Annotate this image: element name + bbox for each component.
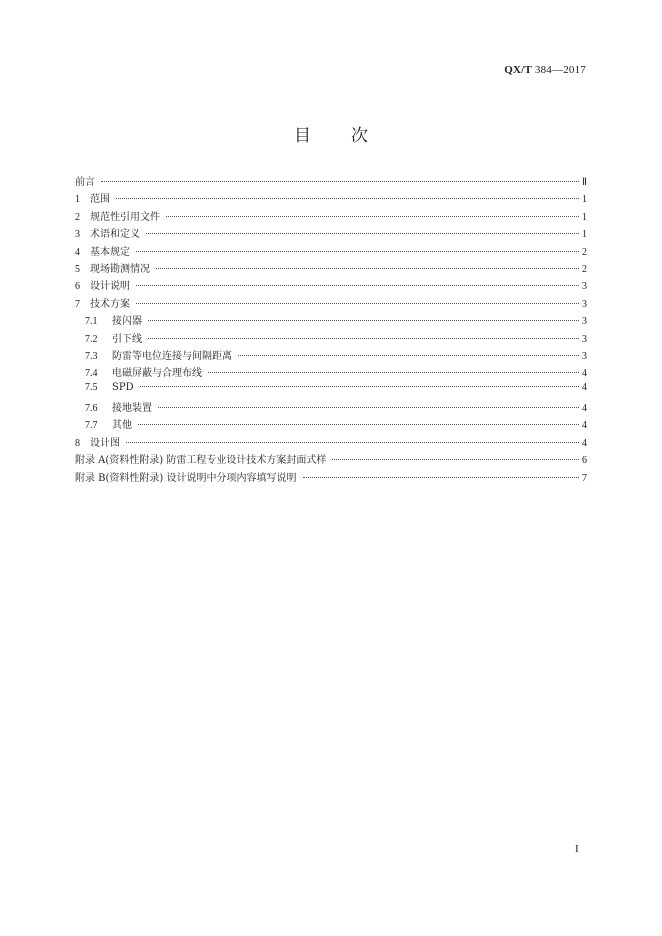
toc-entry[interactable] [75,312,587,329]
toc-entry[interactable] [75,364,587,381]
dot-leader [166,216,579,217]
toc-entry-label: 防雷等电位连接与间隔距离 [112,350,232,362]
dot-leader [136,303,579,304]
dot-leader [208,372,579,373]
toc-entry-label: 范围 [90,194,110,206]
toc-entry-page: 4 [582,420,587,432]
toc-entry-page: 2 [582,263,587,275]
toc-entry-label: 术语和定义 [90,229,140,241]
dot-leader [146,233,579,234]
toc-entry-number: 7.7 [85,420,98,432]
toc-entry-number: 6 [75,281,80,293]
toc-entry-page: 4 [582,381,587,393]
toc-entry-page: 3 [582,298,587,310]
toc-entry-number: 2 [75,211,80,223]
toc-entry-label: 前言 [75,177,95,188]
dot-leader [148,320,579,321]
toc-entry-label: 附录 A(资料性附录) 防雷工程专业设计技术方案封面式样 [75,455,327,467]
toc-entry-label: 电磁屏蔽与合理布线 [112,368,202,380]
dot-leader [140,386,579,387]
toc-entry[interactable] [75,173,587,190]
toc-entry-label: SPD [112,381,134,393]
toc-entry-label: 设计说明 [90,281,130,293]
toc-entry-page: 6 [582,455,587,467]
toc-entry-number: 7.4 [85,368,98,380]
toc-title: 目次 [294,126,408,146]
toc-entry[interactable] [75,225,587,242]
dot-leader [138,424,579,425]
toc-entry[interactable] [75,451,587,468]
toc-entry-label: 其他 [112,420,132,432]
toc-entry-number: 7.2 [85,333,98,345]
dot-leader [303,477,579,478]
toc-entry[interactable] [75,243,587,260]
toc-entry[interactable] [75,277,587,294]
toc-entry-number: 7 [75,298,80,310]
toc-entry-page: 4 [582,437,587,449]
dot-leader [136,285,579,286]
toc-entry-label: 技术方案 [90,298,130,310]
dot-leader [158,407,579,408]
toc-entry-label: 引下线 [112,333,142,345]
toc-entry-number: 4 [75,246,80,258]
footer-page-number: I [575,843,579,855]
toc-entry[interactable] [75,399,587,416]
toc-entry[interactable] [75,330,587,347]
toc-entry-page: 3 [582,281,587,293]
toc-entry[interactable] [75,416,587,433]
toc-entry-label: 接地装置 [112,403,152,415]
toc-entry-page: 7 [582,472,587,484]
toc-entry-number: 7.3 [85,350,98,362]
toc-entry-page: 3 [582,316,587,328]
toc-entry-label: 附录 B(资料性附录) 设计说明中分项内容填写说明 [75,472,297,484]
toc-entry[interactable] [75,208,587,225]
toc-entry[interactable] [75,295,587,312]
toc-entry-page: 1 [582,211,587,223]
toc-entry[interactable] [75,469,587,486]
toc-entry-page: 1 [582,229,587,241]
standard-number: 384—2017 [534,64,586,76]
toc-entry-page: 2 [582,246,587,258]
toc-entry-label: 设计图 [90,437,120,449]
standard-prefix: QX/T [504,64,532,76]
dot-leader [136,251,579,252]
dot-leader [101,181,579,182]
toc-entry-page: 3 [582,333,587,345]
dot-leader [148,338,579,339]
toc-entry[interactable] [75,382,587,399]
dot-leader [238,355,579,356]
toc-entry-number: 5 [75,263,80,275]
dot-leader [156,268,579,269]
toc-entry-number: 7.1 [85,316,98,328]
dot-leader [126,442,579,443]
toc-entry-label: 规范性引用文件 [90,211,160,223]
toc-entry-number: 1 [75,194,80,206]
toc-entry[interactable] [75,347,587,364]
toc-entry-label: 接闪器 [112,316,142,328]
toc-entry-number: 8 [75,437,80,449]
toc-entry-number: 7.6 [85,403,98,415]
standard-code [504,64,586,76]
dot-leader [116,198,579,199]
toc-entry-label: 基本规定 [90,246,130,258]
toc-entry-page: 4 [582,368,587,380]
toc-entry-label: 现场勘测情况 [90,263,150,275]
toc-entry[interactable] [75,260,587,277]
dot-leader [332,459,579,460]
toc-entry-page: 3 [582,350,587,362]
toc-entry-number: 7.5 [85,381,98,393]
toc-entry[interactable] [75,434,587,451]
toc-entry-number: 3 [75,229,80,241]
table-of-contents [75,173,587,486]
toc-entry-page: 1 [582,194,587,206]
toc-entry[interactable] [75,190,587,207]
toc-entry-page: 4 [582,403,587,415]
toc-entry-page: Ⅱ [582,177,587,188]
